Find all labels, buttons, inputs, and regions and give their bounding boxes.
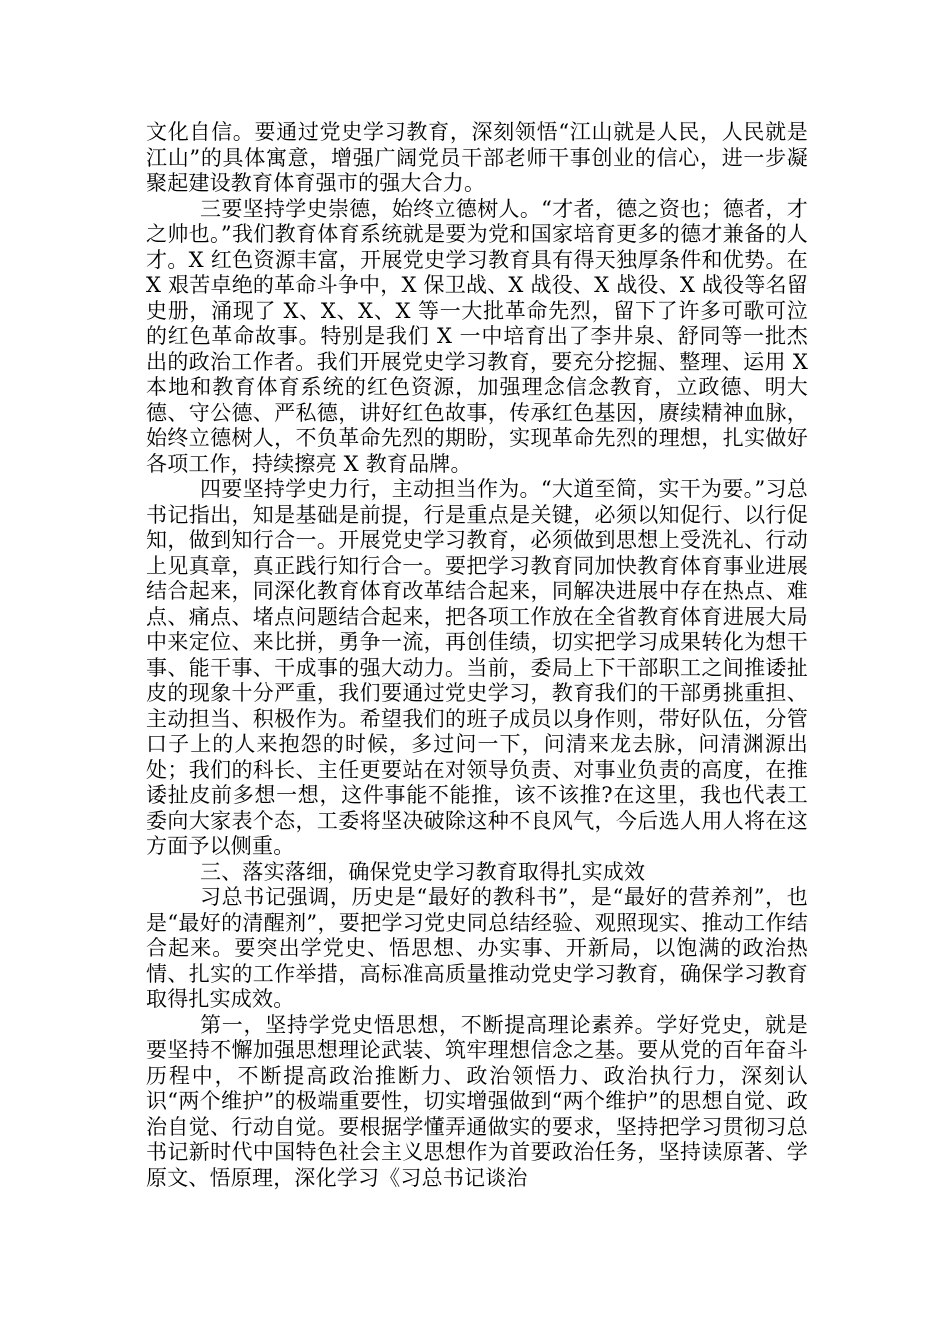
document-body (146, 120, 808, 1191)
section-heading-three: 三、落实落细，确保党史学习教育取得扎实成效 (200, 859, 646, 884)
paragraph-moral-education: 三要坚持学史崇德，始终立德树人。“才者，德之资也；德者，才之帅也。”我们教育体育系统就是要为党和国家培育更多的德才兼备的人才。X 红色资源丰富，开展党史学习教育具有得天独厚条件和优势。在 X 艰苦卓绝的革命斗争中，X 保卫战、X 战役、X 战役、X 战役等名留史册，涌现了 X、X、X、X 等一大批革命先烈，留下了许多可歌可泣的红色革命故事。特别是我们 X 一中培育出了李井泉、舒同等一批杰出的政治工作者。我们开展党史学习教育，要充分挖掘、整理、运用 X 本地和教育体育系统的红色资源，加强理念信念教育，立政德、明大德、守公德、严私德，讲好红色故事，传承红色基因，赓续精神血脉，始终立德树人，不负革命先烈的期盼，实现革命先烈的理想，扎实做好各项工作，持续擦亮 X 教育品牌。 (146, 196, 808, 476)
paragraph-history-textbook: 习总书记强调，历史是“最好的教科书”，是“最好的营养剂”，也是“最好的清醒剂”，要把学习党史同总结经验、观照现实、推动工作结合起来。要突出学党史、悟思想、办实事、开新局，以饱满的政治热情、扎实的工作举措，高标准高质量推动党史学习教育，确保学习教育取得扎实成效。 (146, 885, 808, 1011)
paragraph-practice: 四要坚持学史力行，主动担当作为。“大道至简，实干为要。”习总书记指出，知是基础是前提，行是重点是关键，必须以知促行、以行促知，做到知行合一。开展党史学习教育，必须做到思想上受洗礼、行动上见真章，真正践行知行合一。要把学习教育同加快教育体育事业进展结合起来，同深化教育体育改革结合起来，同解决进展中存在热点、难点、痛点、堵点问题结合起来，把各项工作放在全省教育体育进展大局中来定位、来比拼，勇争一流，再创佳绩，切实把学习成果转化为想干事、能干事、干成事的强大动力。当前，委局上下干部职工之间推诿扯皮的现象十分严重，我们要通过党史学习，教育我们的干部勇挑重担、主动担当、积极作为。希望我们的班子成员以身作则，带好队伍，分管口子上的人来抱怨的时候，多过问一下，问清来龙去脉，问清渊源出处；我们的科长、主任更要站在对领导负责、对事业负责的高度，在推诿扯皮前多想一想，这件事能不能推，该不该推?在这里，我也代表工委向大家表个态，工委将坚决破除这种不良风气，今后选人用人将在这方面予以侧重。 (146, 477, 808, 858)
paragraph-first-point: 第一，坚持学党史悟思想，不断提高理论素养。学好党史，就是要坚持不懈加强思想理论武装、筑牢理想信念之基。要从党的百年奋斗历程中，不断提高政治推断力、政治领悟力、政治执行力，深刻认识“两个维护”的极端重要性，切实增强做到“两个维护”的思想自觉、政治自觉、行动自觉。要根据学懂弄通做实的要求，坚持把学习贯彻习总书记新时代中国特色社会主义思想作为首要政治任务，坚持读原著、学原文、悟原理，深化学习《习总书记谈治 (146, 1012, 808, 1190)
paragraph-continuation: 文化自信。要通过党史学习教育，深刻领悟“江山就是人民，人民就是江山”的具体寓意，增强广阔党员干部老师干事创业的信心，进一步凝聚起建设教育体育强市的强大合力。 (146, 120, 808, 195)
